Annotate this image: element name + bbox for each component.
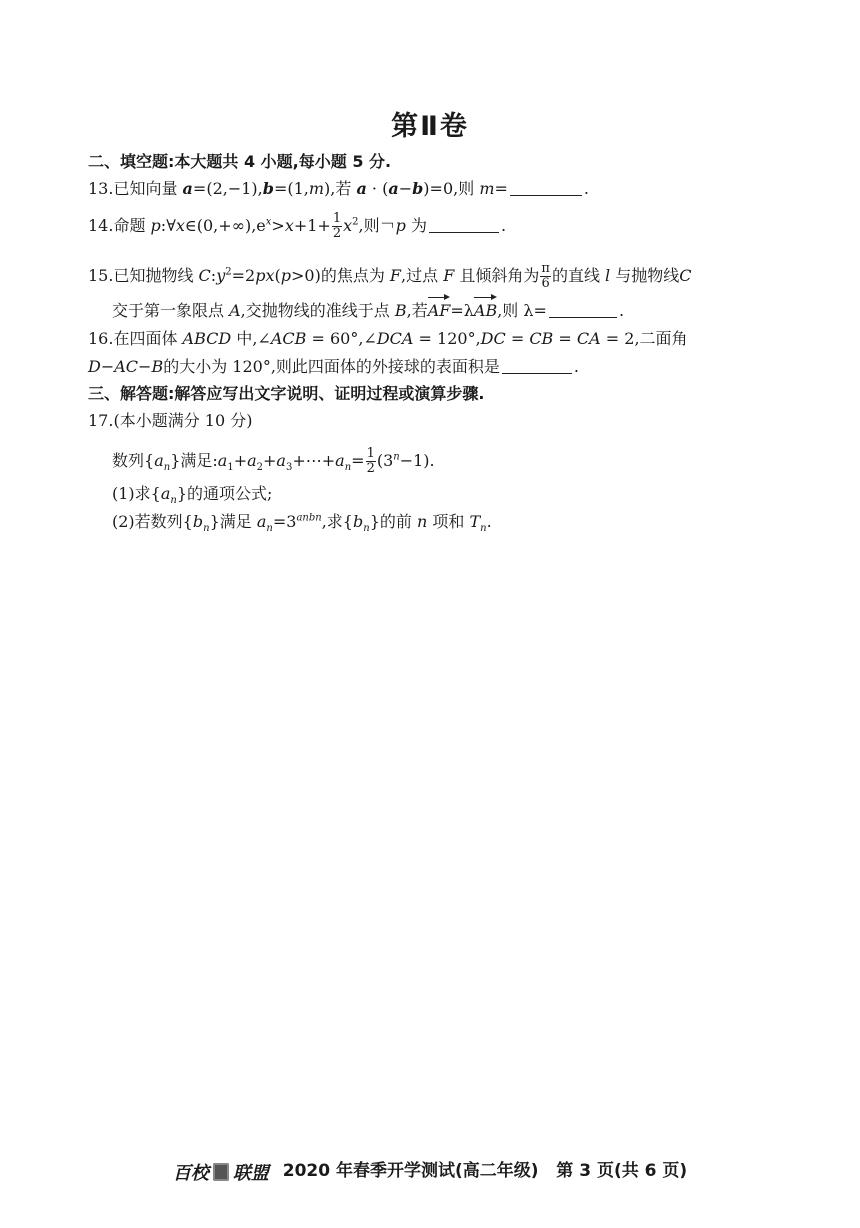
fraction-pi-over-6 xyxy=(540,262,551,291)
question-number: 16. xyxy=(88,329,114,348)
text: = xyxy=(351,451,365,470)
text: > xyxy=(271,216,285,235)
answer-blank xyxy=(549,301,617,318)
var-A: A xyxy=(229,301,241,320)
question-number: 17. xyxy=(88,411,114,430)
fraction-one-half xyxy=(332,212,342,241)
logo-text: 联盟 xyxy=(232,1163,269,1184)
text: =2 xyxy=(231,266,256,285)
var-F: F xyxy=(389,266,402,285)
text: : xyxy=(210,266,217,285)
text: −1). xyxy=(399,451,435,470)
subscript-n: n xyxy=(170,495,177,507)
question-15-line-1 xyxy=(88,262,692,291)
exponent-x: x xyxy=(265,216,272,228)
text: = xyxy=(553,329,577,348)
numerator: π xyxy=(541,261,550,276)
text: · ( xyxy=(366,179,389,198)
var-p: p xyxy=(255,266,266,285)
var-a: a xyxy=(256,512,267,531)
text: 命题 xyxy=(113,216,151,235)
subscript-1: 1 xyxy=(227,462,234,474)
var-l: l xyxy=(605,266,611,285)
text: ,则 λ= xyxy=(497,301,547,320)
subscript-n: n xyxy=(266,523,273,535)
var-p: p xyxy=(150,216,161,235)
text: 中,∠ xyxy=(231,329,271,348)
var-a: a xyxy=(296,512,303,524)
text: ∈(0,+∞),e xyxy=(184,216,266,235)
exponent-an-bn xyxy=(296,513,321,524)
text: :∀ xyxy=(160,216,176,235)
var-a: a xyxy=(160,484,171,503)
subscript-n: n xyxy=(363,523,370,535)
text: = 60°,∠ xyxy=(306,329,377,348)
question-number: 14. xyxy=(88,216,114,235)
text: ,则￢ xyxy=(358,216,396,235)
exponent-2: 2 xyxy=(225,266,232,278)
text: +1+ xyxy=(293,216,331,235)
text: ,求{ xyxy=(321,512,353,531)
text: − xyxy=(398,179,413,198)
var-m: m xyxy=(479,179,495,198)
text: = xyxy=(494,179,508,198)
subscript-n: n xyxy=(203,523,210,535)
exponent-n: n xyxy=(393,451,400,463)
text: 为 xyxy=(405,216,427,235)
text: . xyxy=(486,512,492,531)
var-b: b xyxy=(353,512,364,531)
subscript-2: 2 xyxy=(256,462,264,474)
var-b: b xyxy=(192,512,204,531)
var-x: x xyxy=(343,216,353,235)
var-a: a xyxy=(154,451,164,470)
question-17-part-2 xyxy=(112,511,492,533)
var-a: a xyxy=(356,179,367,198)
text: 数列{ xyxy=(112,451,155,470)
vector-AB: AB xyxy=(473,301,498,320)
text: ,若 xyxy=(406,301,428,320)
text: (3 xyxy=(376,451,394,470)
subscript-n: n xyxy=(163,462,171,474)
exam-name: 2020 年春季开学测试(高二年级) xyxy=(282,1161,539,1181)
var-a: a xyxy=(388,179,399,198)
text: ,过点 xyxy=(401,266,444,285)
text: }的通项公式; xyxy=(176,484,273,503)
var-a: a xyxy=(217,451,228,470)
var-C: C xyxy=(198,266,211,285)
answer-blank xyxy=(510,179,582,196)
var-p: p xyxy=(280,266,291,285)
var-n: n xyxy=(416,512,428,531)
question-16-line-1 xyxy=(88,328,688,350)
text: 的直线 xyxy=(551,266,606,285)
text: }的前 xyxy=(369,512,417,531)
subscript-3: 3 xyxy=(285,462,293,474)
numerator: 1 xyxy=(332,211,342,226)
denominator: 2 xyxy=(332,226,342,241)
var-x: x xyxy=(175,216,185,235)
text: 的大小为 120°,则此四面体的外接球的表面积是 xyxy=(163,357,500,376)
subscript-n: n xyxy=(344,462,352,474)
subscript-n: n xyxy=(315,512,322,524)
text: 交于第一象限点 xyxy=(112,301,230,320)
text: 与抛物线 xyxy=(610,266,680,285)
question-15-line-2: 交于第一象限点 A,交抛物线的准线于点 B,若AF=λAB,则 λ= . xyxy=(112,301,625,320)
text: 已知抛物线 xyxy=(113,266,199,285)
var-p: p xyxy=(395,216,406,235)
subscript-n: n xyxy=(302,512,309,524)
var-x: x xyxy=(284,216,294,235)
text: = xyxy=(505,329,530,348)
question-17-stem xyxy=(112,447,435,476)
var-b: b xyxy=(308,512,316,524)
vector-AF: AF xyxy=(427,301,451,320)
var-C: C xyxy=(679,266,692,285)
numerator: 1 xyxy=(366,446,375,461)
var-x: x xyxy=(265,266,275,285)
var-a: a xyxy=(276,451,286,470)
var-F: F xyxy=(443,266,455,285)
text: >0)的焦点为 xyxy=(290,266,390,285)
question-16-line-2: D−AC−B的大小为 120°,则此四面体的外接球的表面积是 . xyxy=(88,357,580,376)
text: = 120°, xyxy=(413,329,481,348)
seal-icon xyxy=(213,1163,229,1181)
text: = 2,二面角 xyxy=(600,329,688,348)
var-CB: CB xyxy=(529,329,554,348)
text: =λ xyxy=(450,301,474,320)
var-b: b xyxy=(412,179,424,198)
text: 且倾斜角为 xyxy=(454,266,540,285)
text: ),若 xyxy=(324,179,357,198)
section-heading-fill-in: 二、填空题:本大题共 4 小题,每小题 5 分. xyxy=(88,152,392,171)
text: }满足: xyxy=(170,451,218,470)
text: =(2,−1), xyxy=(192,179,263,198)
var-DCA: DCA xyxy=(376,329,414,348)
question-17-part-1 xyxy=(112,483,272,505)
var-m: m xyxy=(308,179,325,198)
text: (1)求{ xyxy=(112,484,161,503)
text: 项和 xyxy=(427,512,470,531)
exponent-2: 2 xyxy=(352,216,359,228)
subscript-n: n xyxy=(480,523,487,535)
text: ,交抛物线的准线于点 xyxy=(240,301,395,320)
page-number: 第 3 页(共 6 页) xyxy=(556,1161,688,1181)
text: =(1, xyxy=(273,179,309,198)
text: (2)若数列{ xyxy=(112,512,193,531)
section-heading-solutions: 三、解答题:解答应写出文字说明、证明过程或演算步骤. xyxy=(88,384,485,403)
text: 已知向量 xyxy=(113,179,183,198)
logo-text: 百校 xyxy=(172,1163,209,1184)
var-a: a xyxy=(182,179,193,198)
var-B: B xyxy=(394,301,407,320)
fraction-one-half xyxy=(366,447,376,476)
var-T: T xyxy=(469,512,481,531)
page-title: 第Ⅱ卷 xyxy=(391,111,469,142)
text: 在四面体 xyxy=(113,329,183,348)
text: + xyxy=(263,451,277,470)
text: ( xyxy=(274,266,281,285)
question-number: 13. xyxy=(88,179,114,198)
question-14: 14.命题 $p:\forall x\in(0,+\infty),e^x>x+1+$ $\frac{1}{2}$ $x^2$,则￢p 为 . xyxy=(88,211,507,241)
question-13: 13.已知向量 a=(2,−1),b=(1,m),若 a · (a−b)=0,则 m= . xyxy=(88,179,589,198)
var-dihedral: D−AC−B xyxy=(88,357,164,376)
answer-blank xyxy=(502,357,572,374)
text: + xyxy=(233,451,248,470)
text: =3 xyxy=(272,512,297,531)
denominator: 2 xyxy=(366,461,375,476)
var-ACB: ACB xyxy=(270,329,307,348)
text: +⋯+ xyxy=(292,451,336,470)
text: }满足 xyxy=(209,512,257,531)
var-y: y xyxy=(216,266,226,285)
brand-logo xyxy=(173,1159,269,1185)
question-score: (本小题满分 10 分) xyxy=(113,411,253,430)
question-17-header xyxy=(88,410,252,432)
var-ABCD: ABCD xyxy=(182,329,232,348)
var-a: a xyxy=(247,451,257,470)
text: )=0,则 xyxy=(423,179,480,198)
page-footer xyxy=(0,1156,860,1185)
denominator: 6 xyxy=(541,276,550,291)
var-CA: CA xyxy=(576,329,601,348)
var-DC: DC xyxy=(480,329,506,348)
question-number: 15. xyxy=(88,266,114,285)
var-b: b xyxy=(262,179,274,198)
answer-blank xyxy=(429,216,499,233)
var-a: a xyxy=(335,451,345,470)
